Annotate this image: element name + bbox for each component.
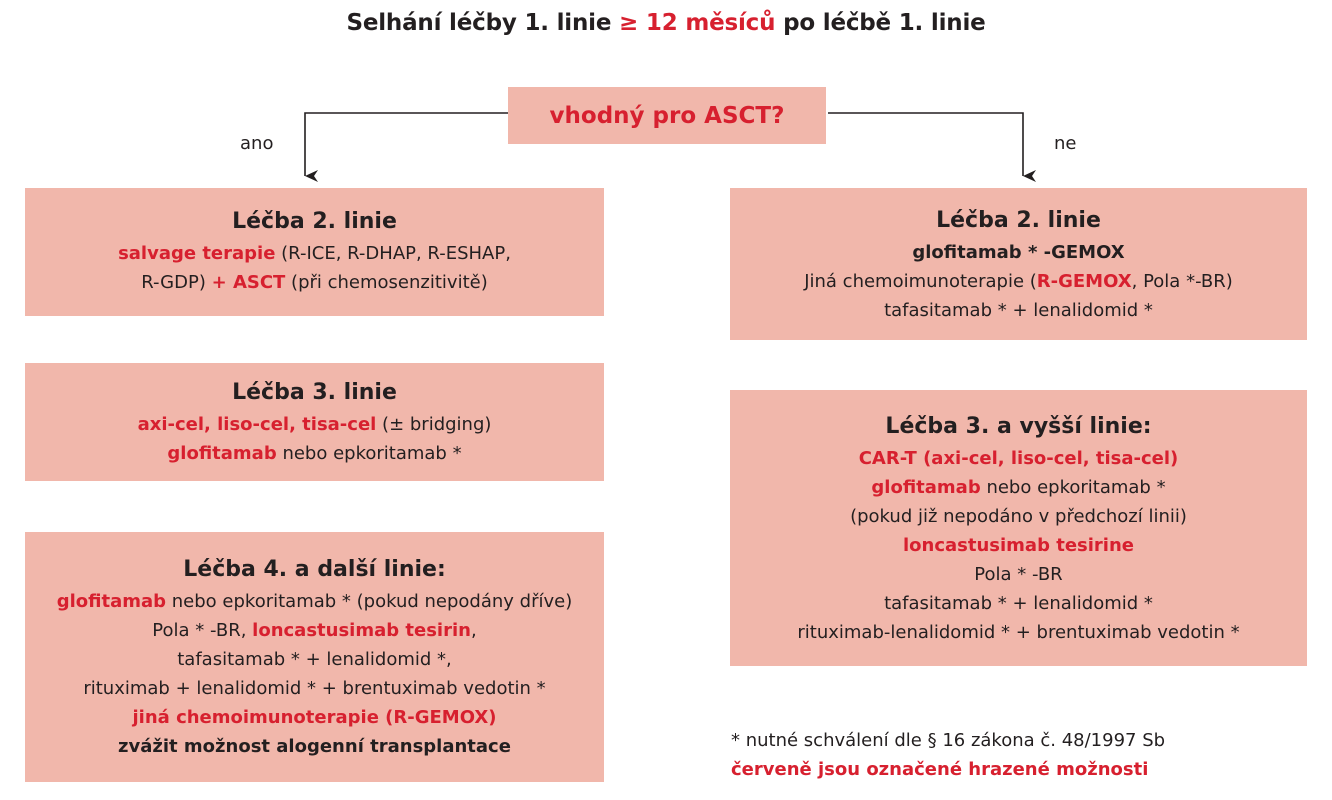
rgdp-text: R-GDP) [141,272,212,293]
salvage-therapy-text: salvage terapie [118,243,276,264]
right-second-line-box [730,188,1307,340]
footnote-reimbursed-legend: červeně jsou označené hrazené možnosti [731,759,1149,780]
glofitamab-text: glofitamab [167,443,277,464]
pola-br-text: Pola * -BR, [152,620,253,641]
left-fourth-line-row-4: rituximab + lenalidomid * + brentuximab vedotin * [83,678,546,699]
left-fourth-line-box [25,532,604,782]
left-fourth-line-heading: Léčba 4. a další linie: [183,557,446,582]
comma-text: , [470,620,477,641]
footnote [731,726,1165,784]
yes-branch-label: ano [240,133,274,154]
epcoritamab-text: nebo epkoritamab * [980,477,1166,498]
right-third-line-row-1: CAR-T (axi-cel, liso-cel, tisa-cel) [858,448,1179,469]
footnote-approval: * nutné schválení dle § 16 zákona č. 48/1997 Sb [731,730,1166,751]
decision-node-asct [508,87,826,144]
salvage-regimens-text: (R-ICE, R-DHAP, R-ESHAP, [275,243,511,264]
right-third-line-row-2 [730,473,1307,502]
epcoritamab-text: nebo epkoritamab * (pokud nepodány dříve) [166,591,573,612]
title-part-2: ≥ 12 měsíců [619,10,776,36]
glofitamab-text: glofitamab [871,477,981,498]
asct-text: + ASCT [211,272,286,293]
right-second-line-heading: Léčba 2. linie [936,208,1101,233]
left-third-line-row-1 [25,410,604,439]
right-third-line-box [730,390,1307,666]
left-fourth-line-row-5: jiná chemoimunoterapie (R-GEMOX) [132,707,497,728]
right-second-line-row-2 [730,267,1307,296]
right-third-line-heading: Léčba 3. a vyšší linie: [885,414,1152,439]
left-fourth-line-row-2 [25,616,604,645]
left-second-line-row-1 [25,239,604,268]
no-branch-label: ne [1054,133,1077,154]
glofitamab-text: glofitamab [56,591,167,612]
other-chemoimmunotherapy-text: Jiná chemoimunoterapie ( [804,271,1037,292]
left-fourth-line-row-3: tafasitamab * + lenalidomid *, [177,649,452,670]
no-branch-arrow [828,113,1023,176]
yes-branch-arrow [305,113,508,176]
loncastuximab-text: loncastusimab tesirin [252,620,471,641]
right-second-line-row-1: glofitamab * -GEMOX [912,242,1125,263]
right-third-line-row-5: Pola * -BR [974,564,1063,585]
right-third-line-row-4: loncastusimab tesirine [902,535,1134,556]
left-fourth-line-row-6: zvážit možnost alogenní transplantace [118,736,511,757]
left-fourth-line-row-1 [25,587,604,616]
chemosensitivity-text: (při chemosenzitivitě) [285,272,488,293]
right-third-line-row-7: rituximab-lenalidomid * + brentuximab vedotin * [797,622,1240,643]
left-third-line-box [25,363,604,481]
decision-label: vhodný pro ASCT? [549,102,785,129]
left-second-line-heading: Léčba 2. linie [232,209,397,234]
bridging-text: (± bridging) [376,414,492,435]
epcoritamab-text: nebo epkoritamab * [276,443,462,464]
r-gemox-text: R-GEMOX [1036,271,1132,292]
left-second-line-box [25,188,604,316]
left-second-line-row-2 [25,268,604,297]
right-third-line-row-3: (pokud již nepodáno v předchozí linii) [850,506,1187,527]
car-t-products-text: axi-cel, liso-cel, tisa-cel [137,414,377,435]
title-part-1: Selhání léčby 1. linie [346,10,620,36]
title-part-3: po léčbě 1. linie [775,10,986,36]
right-third-line-row-6: tafasitamab * + lenalidomid * [884,593,1153,614]
right-second-line-row-3: tafasitamab * + lenalidomid * [884,300,1153,321]
pola-br-text: , Pola *-BR) [1131,271,1233,292]
left-third-line-heading: Léčba 3. linie [232,380,397,405]
left-third-line-row-2 [25,439,604,468]
